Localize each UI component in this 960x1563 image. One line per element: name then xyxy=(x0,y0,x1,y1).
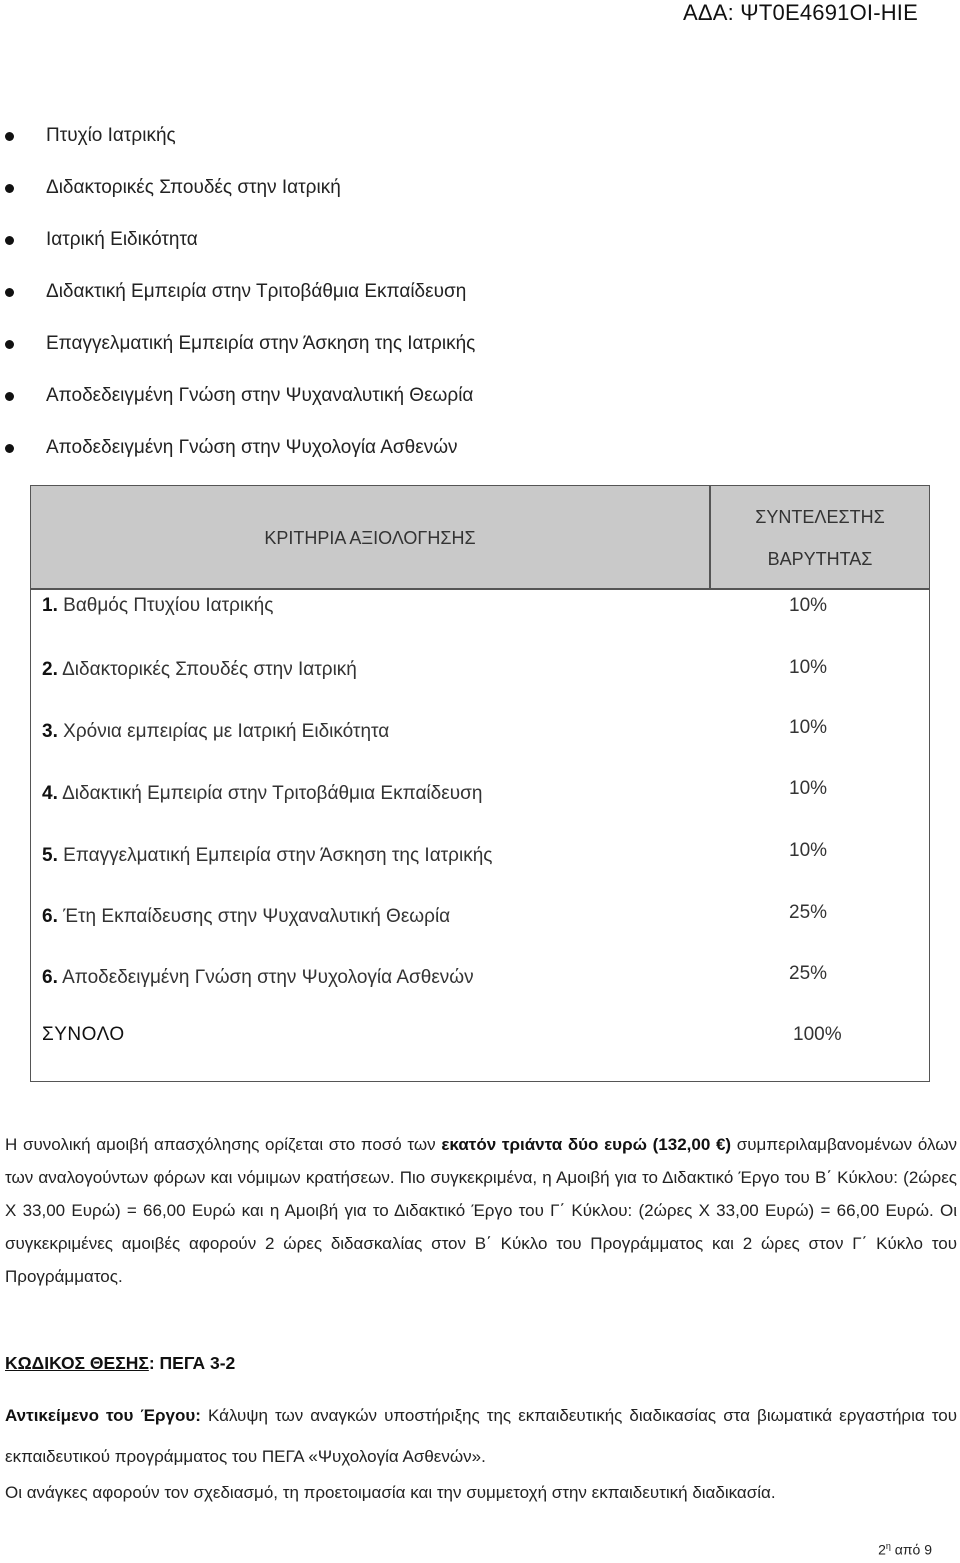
bullet-icon xyxy=(5,392,14,401)
project-object-paragraph: Αντικείμενο του Έργου: Κάλυψη των αναγκών υποστήριξης της εκπαιδευτικής διαδικασίας στα βιωματικά εργαστήρια του εκπαιδευτικού προγράμματος του ΠΕΓΑ «Ψυχολογία Ασθενών». xyxy=(5,1406,957,1466)
bullet-icon xyxy=(5,236,14,245)
table-row: 3. Χρόνια εμπειρίας με Ιατρική Ειδικότητα 10% xyxy=(42,717,828,742)
table-row: 1. Βαθμός Πτυχίου Ιατρικής 10% xyxy=(42,595,828,616)
table-row: 2. Διδακτορικές Σπουδές στην Ιατρική 10% xyxy=(42,657,828,680)
bullet-icon xyxy=(5,184,14,193)
table-row: 4. Διδακτική Εμπειρία στην Τριτοβάθμια Εκπαίδευση 10% xyxy=(42,778,828,804)
criteria-table xyxy=(30,485,930,1082)
page-number: $2^\eta$ από 9 xyxy=(878,1541,932,1558)
table-header xyxy=(31,486,929,590)
ada-code: ΑΔΑ: ΨΤ0Ε4691ΟΙ-ΗΙΕ xyxy=(683,0,918,25)
bullet-icon xyxy=(5,340,14,349)
header-weight: ΣΥΝΤΕΛΕΣΤΗΣ ΒΑΡΥΤΗΤΑΣ xyxy=(755,507,885,569)
table-row: 6. Αποδεδειγμένη Γνώση στην Ψυχολογία Ασθενών 25% xyxy=(42,963,828,988)
table-row: 6. Έτη Εκπαίδευσης στην Ψυχαναλυτική Θεωρία 25% xyxy=(42,902,828,927)
position-code: ΚΩΔΙΚΟΣ ΘΕΣΗΣ: ΠΕΓΑ 3-2 xyxy=(5,1353,236,1373)
needs-paragraph: Οι ανάγκες αφορούν τον σχεδιασμό, τη προετοιμασία και την συμμετοχή στην εκπαιδευτική διαδικασία. xyxy=(5,1483,776,1502)
table-total-row: ΣΥΝΟΛΟ 100% xyxy=(42,1024,842,1045)
bullet-icon xyxy=(5,132,14,141)
table-row: 5. Επαγγελματική Εμπειρία στην Άσκηση της Ιατρικής 10% xyxy=(42,840,828,866)
bullet-icon xyxy=(5,444,14,453)
bullet-icon xyxy=(5,288,14,297)
header-criteria: ΚΡΙΤΗΡΙΑ ΑΞΙΟΛΟΓΗΣΗΣ xyxy=(264,527,476,548)
compensation-paragraph: Η συνολική αμοιβή απασχόλησης ορίζεται στο ποσό των εκατόν τριάντα δύο ευρώ (132,00 €) συμπεριλαμβανομένων όλων των αναλογούντων φόρων και νόμιμων κρατήσεων. Πιο συγκεκριμένα, η Αμοιβή για το Διδακτικό Έργο του Β΄ Κύκλου: (2ώρες Χ 33,00 Ευρώ) = 66,00 Ευρώ και η Αμοιβή για το Διδακτικό Έργο του Γ΄ Κύκλου: (2ώρες Χ 33,00 Ευρώ) = 66,00 Ευρώ. Οι συγκεκριμένες αμοιβές αφορούν 2 ώρες διδασκαλίας στον Β΄ Κύκλο του Προγράμματος και 2 ώρες στον Γ΄ Κύκλο του Προγράμματος. xyxy=(5,1135,957,1286)
